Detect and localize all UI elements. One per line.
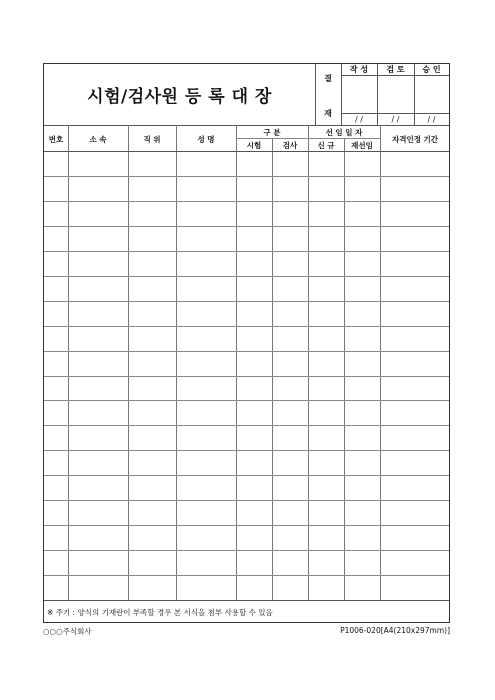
- col-period: 자격인정 기간: [391, 135, 439, 144]
- col-name: 성 명: [197, 135, 215, 144]
- approval-approve[interactable]: [414, 64, 449, 125]
- table-row-divider: [44, 176, 449, 177]
- col-category-test: 시험: [246, 141, 262, 150]
- approval-side-bottom: 재: [324, 109, 332, 118]
- approval-side-top: 결: [324, 74, 332, 83]
- table-row-divider: [44, 251, 449, 252]
- table-row-divider: [44, 475, 449, 476]
- approval-author-label: 작 성: [341, 64, 377, 76]
- grid-column-divider: [68, 125, 69, 600]
- table-row-divider: [44, 376, 449, 377]
- grid-column-divider: [236, 125, 237, 600]
- col-appoint: 선 임 일 자: [325, 128, 363, 137]
- col-dept: 소 속: [89, 135, 107, 144]
- table-row-divider: [44, 500, 449, 501]
- form-header: [44, 64, 449, 126]
- subheader-divider: [236, 138, 380, 139]
- grid-column-divider: [176, 125, 177, 600]
- col-appoint-new: 신 규: [317, 141, 335, 150]
- grid-column-divider: [344, 138, 345, 600]
- table-row-divider: [44, 575, 449, 576]
- approval-approve-date: / /: [414, 113, 449, 125]
- table-row-divider: [44, 326, 449, 327]
- table-row-divider: [44, 226, 449, 227]
- table-row-divider: [44, 400, 449, 401]
- approval-review-label: 검 토: [377, 64, 414, 76]
- footnote: ※ 주기 : 양식의 기재란이 부족할 경우 본 서식을 첨부 사용할 수 있음: [44, 600, 449, 624]
- grid-column-divider: [272, 138, 273, 600]
- approval-review-date: / /: [377, 113, 414, 125]
- page-title: 시험/검사원 등 록 대 장: [44, 64, 316, 125]
- company-name: ○○○주식회사: [43, 627, 92, 636]
- grid-column-divider: [128, 125, 129, 600]
- approval-side-label: [315, 64, 342, 125]
- table-row-divider: [44, 301, 449, 302]
- registration-form: [43, 63, 450, 623]
- form-code: P1006-020[A4(210x297mm)]: [340, 626, 450, 635]
- table-row-divider: [44, 550, 449, 551]
- table-row-divider: [44, 201, 449, 202]
- table-row-divider: [44, 525, 449, 526]
- table-row-divider: [44, 351, 449, 352]
- approval-review[interactable]: [377, 64, 415, 125]
- header-bottom-divider: [44, 151, 449, 152]
- grid-column-divider: [308, 125, 309, 600]
- table-row-divider: [44, 450, 449, 451]
- col-category-inspect: 검사: [282, 141, 298, 150]
- approval-author-date: / /: [341, 113, 377, 125]
- col-category: 구 분: [263, 128, 281, 137]
- approval-approve-label: 승 인: [414, 64, 449, 76]
- col-appoint-reappoint: 재선임: [351, 141, 373, 150]
- table-row-divider: [44, 425, 449, 426]
- grid-column-divider: [380, 125, 381, 600]
- col-no: 번호: [48, 135, 64, 144]
- approval-author[interactable]: [341, 64, 378, 125]
- table-row-divider: [44, 276, 449, 277]
- col-position: 직 위: [143, 135, 161, 144]
